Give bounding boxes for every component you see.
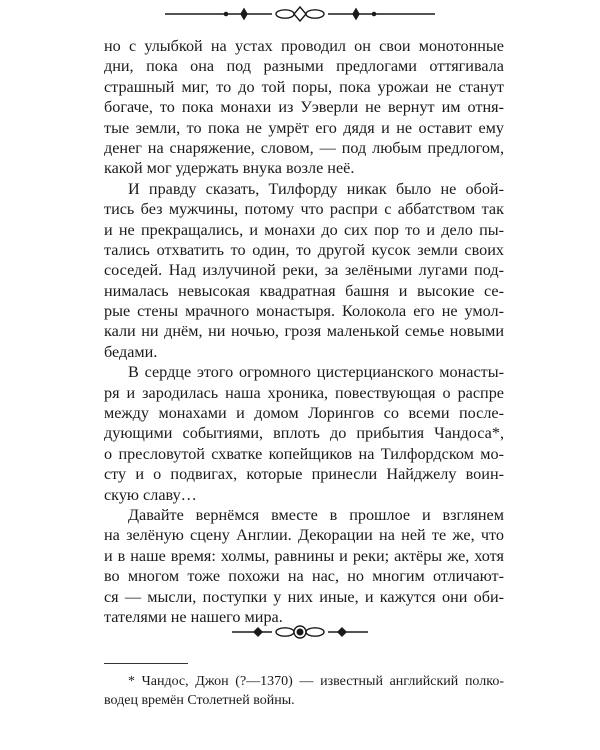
text-line: соседей. Над излучиной реки, за зелёными лугами под- <box>104 261 504 280</box>
paragraph <box>104 36 504 179</box>
top-ornament <box>0 2 600 26</box>
text-line: во многом тоже похожи на нас, но многим отличают- <box>104 567 504 586</box>
divider-ornament-icon <box>0 620 600 644</box>
text-line: скую славу… <box>104 485 197 504</box>
paragraph <box>104 505 504 627</box>
text-line: бедами. <box>104 342 158 361</box>
text-line: тателями не нашего мира. <box>104 607 283 626</box>
text-line: какой мог удержать внука возле неё. <box>104 159 355 178</box>
paragraph <box>104 362 504 505</box>
text-line: кали ни днём, ни ночью, грозя маленькой семье новыми <box>104 322 504 341</box>
text-line: между монахами и домом Лорингов со всеми после- <box>104 404 504 423</box>
text-line: дни, пока она под разными предлогами оттягивала <box>104 57 504 76</box>
text-line: Давайте вернёмся вместе в прошлое и взглянем <box>128 505 504 524</box>
text-line: о пресловутой схватке копейщиков на Тилфордском мо- <box>104 444 504 463</box>
text-line: денег на снаряжение, словом, — под любым предлогом, <box>104 138 504 157</box>
paragraph-list <box>104 36 504 627</box>
text-line: ся — мысли, поступки у них иные, и кажутся они оби- <box>104 587 504 606</box>
footnote-line: водец времён Столетней войны. <box>104 693 295 708</box>
text-line: дующими событиями, вплоть до прибытия Чандоса*, <box>104 424 504 443</box>
body-text <box>104 36 504 627</box>
text-line: и в наше время: холмы, равнины и реки; актёры же, хотя <box>104 546 504 565</box>
text-line: ря и зародилась наша хроника, повествующая о распре <box>104 383 504 402</box>
top-ornament-icon <box>0 2 600 26</box>
footnote-line: * Чандос, Джон (?—1370) — известный английский полко- <box>128 674 504 689</box>
paragraph <box>104 179 504 363</box>
footnote-lines <box>104 672 504 710</box>
footnote-rule <box>104 663 188 664</box>
text-line: но с улыбкой на устах проводил он свои монотонные <box>104 37 504 55</box>
text-line: тые земли, то пока не умрёт его дядя и не оставит ему <box>104 118 504 137</box>
text-line: страшный миг, то до той поры, пока урожаи не станут <box>104 77 504 96</box>
text-line: и не прекращались, и монахи до сих пор то и дело пы- <box>104 220 504 239</box>
footnote <box>104 672 504 710</box>
text-line: богаче, то пока монахи из Уэверли не вернут им отня- <box>104 98 504 117</box>
text-line: В сердце этого огромного цистерцианского монасты- <box>128 363 504 382</box>
section-divider-ornament <box>0 620 600 644</box>
text-line: И правду сказать, Тилфорду никак было не обой- <box>128 179 504 198</box>
text-line: рые стены мрачного монастыря. Колокола его не умол- <box>104 302 504 321</box>
text-line: тись без мужчины, потому что распри с аббатством так <box>104 200 504 219</box>
text-line: на зелёную сцену Англии. Декорации на ней те же, что <box>104 526 504 545</box>
text-line: сту и о подвигах, которые принесли Найджелу воин- <box>104 465 504 484</box>
text-line: нималась невысокая квадратная башня и высокие се- <box>104 281 504 300</box>
text-line: тались отхватить то один, то другой кусок земли своих <box>104 240 504 259</box>
